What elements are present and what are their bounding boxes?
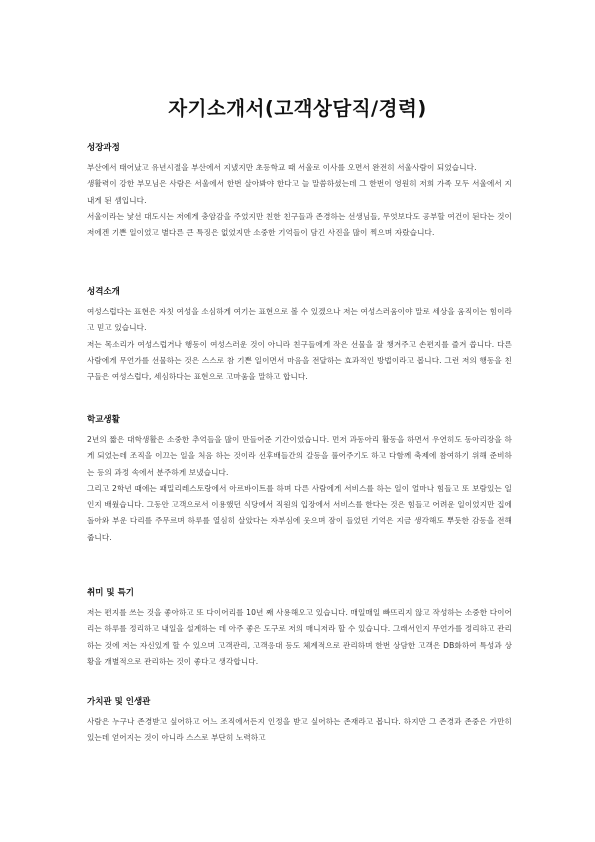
paragraph: 생활력이 강한 부모님은 사람은 서울에서 한번 살아봐야 한다고 늘 말씀하셨는데 그 한번이 영원히 저희 가족 모두 서울에서 지내게 된 셈입니다.	[87, 179, 512, 205]
section-heading: 성격소개	[87, 287, 120, 297]
section-heading: 성장과정	[87, 143, 120, 153]
section-growth	[87, 143, 512, 241]
paragraph: 여성스럽다는 표현은 자칫 여성을 소심하게 여기는 표현으로 볼 수 있겠으나 저는 여성스러움이야 말로 세상을 움직이는 힘이라고 믿고 있습니다.	[87, 307, 512, 333]
paragraph: 사람은 누구나 존경받고 싶어하고 어느 조직에서든지 인정을 받고 싶어하는 존재라고 봅니다. 하지만 그 존경과 존중은 가만히 있는데 얻어지는 것이 아니라 스스로 부단히 노력하고	[87, 717, 512, 743]
paragraph: 저는 편지를 쓰는 것을 좋아하고 또 다이어리를 10년 째 사용해오고 있습니다. 매일매일 빠뜨리지 않고 작성하는 소중한 다이어리는 하루를 정리하고 내일을 설계하는 데 아주 좋은 도구로 저의 매니저라 할 수 있습니다. 그래서인지 무언가를 정리하고 관리하는 것에 저는 자신있게 할 수 있으며 고객관리, 고객응대 등도 체계적으로 관리하며 한번 상담한 고객은 DB화하여 특성과 상황을 개별적으로 관리하는 것이 좋다고 생각합니다.	[87, 608, 512, 666]
paragraph: 그리고 2학년 때에는 패밀리레스토랑에서 아르바이트를 하며 다른 사람에게 서비스를 하는 일이 얼마나 힘들고 또 보람있는 일인지 배웠습니다. 그동안 고객으로서 이용했던 식당에서 직원의 입장에서 서비스를 한다는 것은 힘들고 어려운 일이었지만 집에 돌아와 부운 다리를 주무르며 하루를 열심히 살았다는 자부심에 웃으며 잠이 들었던 기억은 지금 생각해도 뿌듯한 감동을 전해줍니다.	[87, 483, 512, 542]
section-hobbies	[87, 588, 512, 670]
section-heading: 취미 및 특기	[87, 588, 134, 598]
paragraph: 저는 목소리가 여성스럽거나 행동이 여성스러운 것이 아니라 친구들에게 작은 선물을 잘 챙겨주고 손편지를 즐겨 씁니다. 다른 사람에게 무언가를 선물하는 것은 스스로 참 기쁜 일이면서 마음을 전달하는 효과적인 방법이라고 봅니다. 그런 저의 행동을 친구들은 여성스럽다, 세심하다는 표현으로 고마움을 말하고 합니다.	[87, 339, 512, 382]
section-heading: 학교생활	[87, 415, 120, 425]
section-personality	[87, 287, 512, 385]
paragraph: 서울이라는 낯선 대도시는 저에게 충암감을 주었지만 친한 친구들과 존경하는 선생님들, 무엇보다도 공부할 여건이 된다는 것이 저에겐 기쁜 일이었고 별다른 큰 특징은 없었지만 소중한 기억들이 담긴 사진을 많이 찍으며 자랐습니다.	[87, 211, 512, 238]
paragraph: 2년의 짧은 대학생활은 소중한 추억들을 많이 만들어준 기간이었습니다. 먼저 과동아리 활동을 하면서 우연히도 동아리장을 하게 되었는데 조직을 이끄는 일을 처음 하는 것이라 선후배들간의 갈등을 풀어주기도 하고 다함께 축제에 참여하기 위해 준비하는 등의 과정 속에서 분주하게 보냈습니다.	[87, 435, 512, 477]
document-title: 자기소개서(고객상담직/경력)	[168, 97, 427, 120]
section-heading: 가치관 및 인생관	[87, 697, 151, 707]
section-school-life	[87, 415, 512, 546]
paragraph: 부산에서 태어났고 유년시절을 부산에서 지냈지만 초등학교 때 서울로 이사를 오면서 완전히 서울사람이 되었습니다.	[87, 163, 477, 172]
section-values	[87, 697, 512, 747]
